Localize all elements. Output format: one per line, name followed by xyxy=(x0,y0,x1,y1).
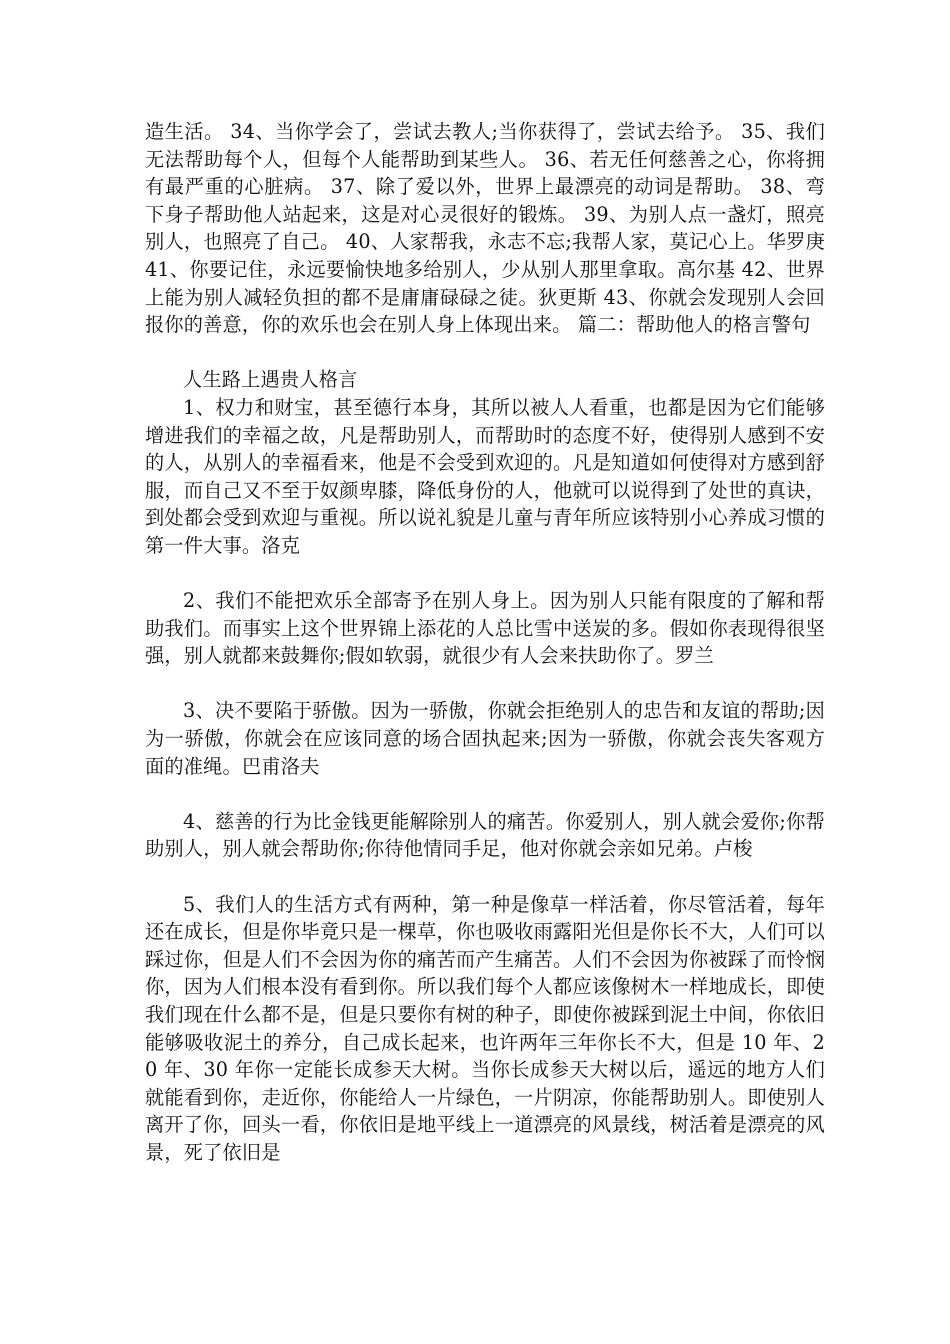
paragraph-spacer xyxy=(145,670,825,698)
quote-paragraph-2: 2、我们不能把欢乐全部寄予在别人身上。因为别人只能有限度的了解和帮助我们。而事实上这个世界锦上添花的人总比雪中送炭的多。假如你表现得很坚强，别人就都来鼓舞你;假如软弱，就很少有人会来扶助你了。罗兰 xyxy=(145,589,825,668)
quote-paragraph-3: 3、决不要陷于骄傲。因为一骄傲，你就会拒绝别人的忠告和友谊的帮助;因为一骄傲，你就会在应该同意的场合固执起来;因为一骄傲，你就会丧失客观方面的准绳。巴甫洛夫 xyxy=(145,699,825,778)
paragraph-spacer xyxy=(145,780,825,808)
quote-paragraph-5: 5、我们人的生活方式有两种，第一种是像草一样活着，你尽管活着，每年还在成长，但是你毕竟只是一棵草，你也吸收雨露阳光但是你长不大，人们可以踩过你，但是人们不会因为你的痛苦而产生痛苦。人们不会因为你被踩了而怜悯你，因为人们根本没有看到你。所以我们每个人都应该像树木一样地成长，即使我们现在什么都不是，但是只要你有树的种子，即使你被踩到泥土中间，你依旧能够吸收泥土的养分，自己成长起来，也许两年三年你长不大，但是 10 年、20 年、30 年你一定能长成参天大树。当你长成参天大树以后，遥远的地方人们就能看到你，走近你，你能给人一片绿色，一片阴凉，你能帮助别人。即使别人离开了你，回头一看，你依旧是地平线上一道漂亮的风景线，树活着是漂亮的风景，死了依旧是 xyxy=(145,892,825,1164)
section-heading: 人生路上遇贵人格言 xyxy=(183,368,358,392)
paragraph-spacer xyxy=(145,339,825,367)
paragraph-spacer xyxy=(145,863,825,891)
document-page xyxy=(145,118,825,1167)
intro-paragraph: 造生活。 34、当你学会了，尝试去教人;当你获得了，尝试去给予。 35、我们无法帮助每个人，但每个人能帮助到某些人。 36、若无任何慈善之心，你将拥有最严重的心脏病。 37、除了爱以外，世界上最漂亮的动词是帮助。 38、弯下身子帮助他人站起来，这是对心灵很好的锻炼。 39、为别人点一盏灯，照亮别人，也照亮了自己。 40、人家帮我，永志不忘;我帮人家，莫记心上。华罗庚 41、你要记住，永远要愉快地多给别人，少从别人那里拿取。高尔基 42、世界上能为别人减轻负担的都不是庸庸碌碌之徒。狄更斯 43、你就会发现别人会回报你的善意，你的欢乐也会在别人身上体现出来。 篇二：帮助他人的格言警句 xyxy=(145,120,825,337)
paragraph-spacer xyxy=(145,560,825,588)
quote-paragraph-1: 1、权力和财宝，甚至德行本身，其所以被人人看重，也都是因为它们能够增进我们的幸福之故，凡是帮助别人，而帮助时的态度不好，使得别人感到不安的人，从别人的幸福看来，他是不会受到欢迎的。凡是知道如何使得对方感到舒服，而自己又不至于奴颜卑膝，降低身份的人，他就可以说得到了处世的真诀，到处都会受到欢迎与重视。所以说礼貌是儿童与青年所应该特别小心养成习惯的第一件大事。洛克 xyxy=(145,395,825,557)
quote-paragraph-4: 4、慈善的行为比金钱更能解除别人的痛苦。你爱别人，别人就会爱你;你帮助别人，别人就会帮助你;你待他情同手足，他对你就会亲如兄弟。卢梭 xyxy=(145,809,825,861)
